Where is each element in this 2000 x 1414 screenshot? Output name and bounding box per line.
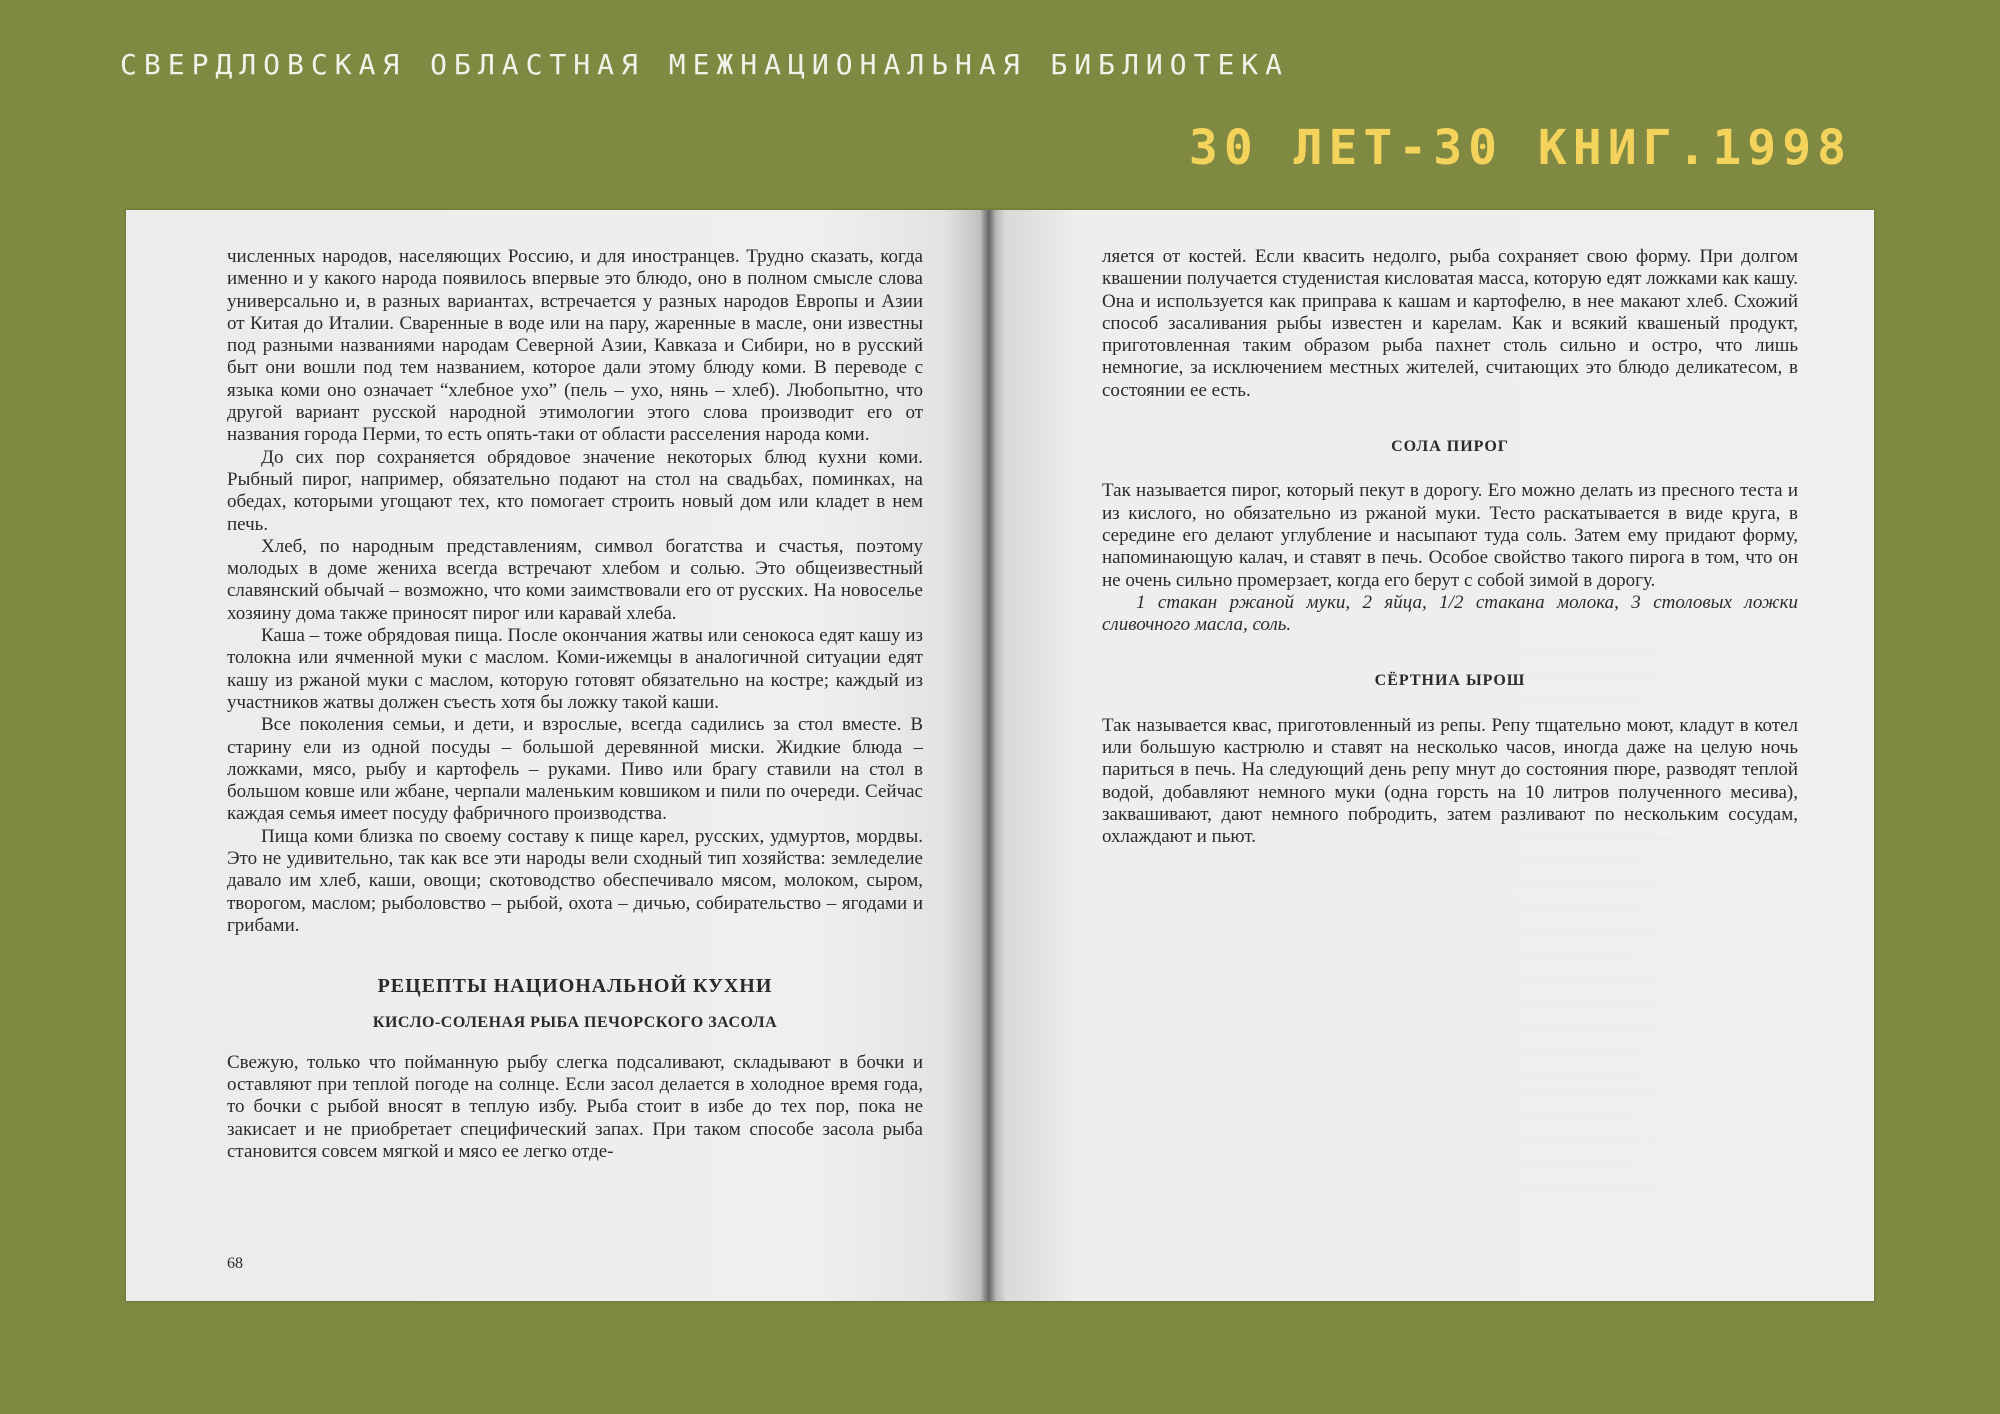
paragraph: численных народов, населяющих Россию, и для иностранцев. Трудно сказать, когда именно и у какого народа появилось впервые это блюдо, оно в полном смысле слова универсально и, в разных вариантах, встречается у разных народов Европы и Азии от Китая до Италии. Сваренные в воде или на пару, жаренные в масле, они известны под разными названиями народам Северной Азии, Кавказа и Сибири, но в русский быт они вошли под тем названием, которое дали этому блюду коми. В переводе с языка коми оно означает “хлебное ухо” (пель – ухо, нянь – хлеб). Любопытно, что другой вариант русской народной этимологии этого слова производит его от названия города Перми, то есть опять-таки от области расселения народа коми.	[227, 246, 923, 446]
paragraph: До сих пор сохраняется обрядовое значение некоторых блюд кухни коми. Рыбный пирог, например, обязательно подают на стол на свадьбах, поминках, на обедах, которыми угощают тех, кто помогает строить новый дом или кладет в нем печь.	[227, 446, 923, 535]
library-name: СВЕРДЛОВСКАЯ ОБЛАСТНАЯ МЕЖНАЦИОНАЛЬНАЯ БИБЛИОТЕКА	[120, 48, 1290, 81]
recipe-text-sola-pirog: Так называется пирог, который пекут в дорогу. Его можно делать из пресного теста и из кислого, но обязательно из ржаной муки. Тесто раскатывается в виде круга, в середине его делают углубление и насыпают туда соль. Затем ему придают форму, напоминающую калач, и ставят в печь. Особое свойство такого пирога в том, что он не очень сильно промерзает, когда его берут с собой зимой в дорогу.	[1102, 480, 1798, 591]
recipe-ingredients-sola-pirog: 1 стакан ржаной муки, 2 яйца, 1/2 стакана молока, 3 столовых ложки сливочного масла, соль.	[1102, 591, 1798, 636]
paragraph: Пища коми близка по своему составу к пище карел, русских, удмуртов, мордвы. Это не удивительно, так как все эти народы вели сходный тип хозяйства: земледелие давало им хлеб, каши, овощи; скотоводство обеспечивало мясом, молоком, сыром, творогом, маслом; рыболовство – рыбой, охота – дичью, собирательство – ягодами и грибами.	[227, 825, 923, 936]
paragraph: Хлеб, по народным представлениям, символ богатства и счастья, поэтому молодых в доме жениха всегда встречают хлебом и солью. Это общеизвестный славянский обычай – возможно, что коми заимствовали его от русских. На новоселье хозяину дома также приносят пирог или каравай хлеба.	[227, 535, 923, 624]
paragraph: Все поколения семьи, и дети, и взрослые, всегда садились за стол вместе. В старину ели из одной посуды – большой деревянной миски. Жидкие блюда – ложками, мясо, рыбу и картофель – руками. Пиво или брагу ставили на стол в большом ковше или жбане, черпали маленьким ковшиком и пили по очереди. Сейчас каждая семья имеет посуду фабричного производства.	[227, 714, 923, 825]
right-page	[988, 210, 1874, 1301]
paragraph: ляется от костей. Если квасить недолго, рыба сохраняет свою форму. При долгом квашении получается студенистая кисловатая масса, которую едят ложками как кашу. Она и используется как приправа к кашам и картофелю, в нее макают хлеб. Схожий способ засаливания рыбы известен и карелам. Как и всякий квашеный продукт, приготовленная таким образом рыба пахнет столь сильно и остро, что лишь немногие, за исключением местных жителей, считающих это блюдо деликатесом, в состоянии ее есть.	[1102, 246, 1798, 401]
book-gutter	[980, 210, 996, 1301]
recipes-heading: РЕЦЕПТЫ НАЦИОНАЛЬНОЙ КУХНИ	[377, 975, 773, 998]
page-number-left: 68	[227, 1255, 243, 1272]
series-title: 30 ЛЕТ-30 КНИГ.1998	[1188, 120, 1852, 176]
left-page-text	[227, 246, 923, 1163]
recipe-text-fish: Свежую, только что пойманную рыбу слегка подсаливают, складывают в бочки и оставляют при теплой погоде на солнце. Если засол делается в холодное время года, то бочки с рыбой вносят в теплую избу. Рыба стоит в избе до тех пор, пока не закисает и не приобретает специфический запах. При таком способе засола рыба становится совсем мягкой и мясо ее легко отде-	[227, 1051, 923, 1162]
recipe-heading-fish: КИСЛО-СОЛЕНАЯ РЫБА ПЕЧОРСКОГО ЗАСОЛА	[372, 1013, 778, 1031]
paragraph: Каша – тоже обрядовая пища. После окончания жатвы или сенокоса едят кашу из толокна или ячменной муки с маслом. Коми-ижемцы в аналогичной ситуации едят кашу из ржаной муки с маслом, которую готовят обязательно на костре; каждый из участников жатвы должен съесть хотя бы ложку такой каши.	[227, 625, 923, 713]
book-spread	[126, 210, 1874, 1301]
left-page	[126, 210, 988, 1301]
right-page-text	[1102, 246, 1798, 849]
recipe-text-sertnia-yrosh: Так называется квас, приготовленный из репы. Репу тщательно моют, кладут в котел или большую кастрюлю и ставят на несколько часов, иногда даже на целую ночь париться в печь. На следующий день репу мнут до состояния пюре, разводят теплой водой, добавляют немного муки (одна горсть на 10 литров полученного месива), заквашивают, дают немного побродить, затем разливают по нескольким сосудам, охлаждают и пьют.	[1102, 714, 1798, 848]
recipe-heading-sola-pirog: СОЛА ПИРОГ	[1391, 438, 1509, 456]
recipe-heading-sertnia-yrosh: СЁРТНИА ЫРОШ	[1374, 672, 1526, 690]
